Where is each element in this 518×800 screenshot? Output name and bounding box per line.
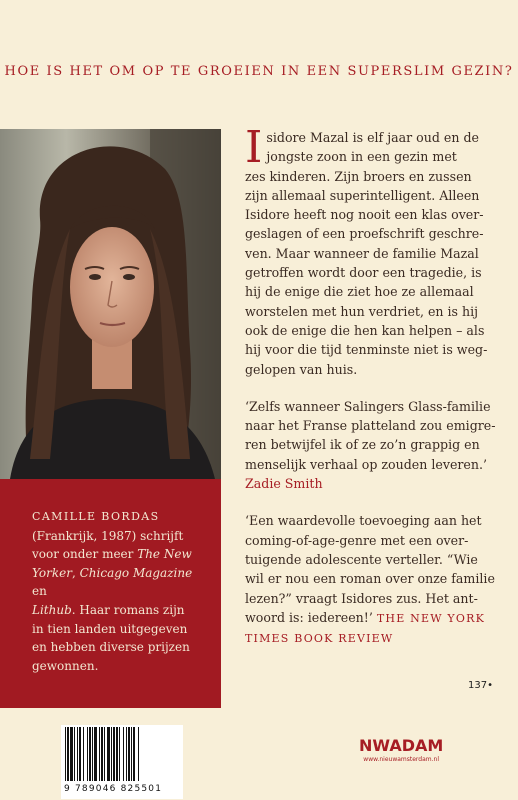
publisher-url: www.nieuwamsterdam.nl <box>363 756 439 763</box>
barcode-bar <box>104 727 105 781</box>
barcode-bar <box>99 727 100 781</box>
blurb-line: getroffen wordt door een tragedie, is <box>245 265 482 281</box>
barcode-bar <box>87 727 88 781</box>
bio-line: (Frankrijk, 1987) schrijft <box>32 528 184 543</box>
blurb-line: gelopen van huis. <box>245 361 358 377</box>
quote-attribution: TIMES BOOK REVIEW <box>245 632 394 646</box>
quote-line: ‘Een waardevolle toevoeging aan het <box>245 513 482 529</box>
barcode-bar <box>138 727 139 781</box>
quote-line: coming-of-age-genre met een over- <box>245 532 469 548</box>
blurb-line: Isidore heeft nog nooit een klas over- <box>245 207 484 223</box>
barcode-bar <box>131 727 132 781</box>
author-bio <box>0 479 221 708</box>
page-number: 137• <box>468 680 493 691</box>
blurb-paragraph <box>245 122 503 379</box>
page-number-text: 137 <box>468 680 488 691</box>
barcode-bar <box>116 727 118 781</box>
book-blurb <box>245 122 503 648</box>
quote-line: naar het Franse platteland zou emigre- <box>245 418 496 434</box>
blurb-line: ven. Maar wanneer de familie Mazal <box>245 245 479 261</box>
blurb-line: hij voor die tijd tenminste niet is weg- <box>245 342 488 358</box>
bio-line: gewonnen. <box>32 658 99 673</box>
quote-line: menselijk verhaal op zouden leveren.’ <box>245 456 488 472</box>
barcode-bar <box>119 727 120 781</box>
barcode-bar <box>77 727 78 781</box>
bio-line: in tien landen uitgegeven <box>32 621 188 636</box>
quote-line: lezen?” vraagt Isidores zus. Het ant- <box>245 590 478 606</box>
barcode-bar <box>107 727 110 781</box>
headline: HOE IS HET OM OP TE GROEIEN IN EEN SUPERSLIM GEZIN? <box>4 64 514 79</box>
barcode-digits: 9 789046 825501 <box>64 784 163 794</box>
barcode-bar <box>101 727 103 781</box>
barcode-bar <box>74 727 75 781</box>
bio-line: en hebben diverse prijzen <box>32 640 190 655</box>
bio-line: voor onder meer <box>32 547 138 562</box>
quote-line: woord is: iedereen!’ <box>245 609 373 625</box>
barcode-bar <box>83 727 84 781</box>
publisher-logo-text: NWADAM <box>359 736 444 755</box>
blurb-line: jongste zoon in een gezin met <box>266 149 457 165</box>
bio-line: . Haar romans zijn <box>71 602 185 617</box>
bio-italic: Chicago Magazine <box>79 565 193 580</box>
blurb-line: zijn allemaal superintelligent. Alleen <box>245 187 480 203</box>
bio-italic: The New <box>137 547 192 562</box>
quote-attribution: Zadie Smith <box>245 476 323 492</box>
blurb-line: geslagen of een proefschrift geschre- <box>245 226 484 242</box>
publisher-logo <box>359 736 443 763</box>
barcode-bar <box>126 727 127 781</box>
quote-line: wil er nou een roman over onze familie <box>245 571 495 587</box>
bio-italic: Yorker <box>32 565 72 580</box>
blurb-line: worstelen met hun verdriet, en is hij <box>245 303 479 319</box>
barcode-bars <box>61 725 183 783</box>
author-photo <box>0 129 221 479</box>
blurb-line: ook de enige die hen kan helpen – als <box>245 322 485 338</box>
barcode-bar <box>65 727 66 781</box>
blurb-line: sidore Mazal is elf jaar oud en de <box>266 130 480 145</box>
barcode-bar <box>94 727 97 781</box>
barcode-bar <box>111 727 112 781</box>
barcode-bar <box>133 727 135 781</box>
barcode-bar <box>123 727 124 781</box>
barcode-bar <box>89 727 91 781</box>
bio-sep: , <box>71 565 80 580</box>
blurb-line: hij de enige die ziet hoe ze allemaal <box>245 284 474 300</box>
quote-line: ‘Zelfs wanneer Salingers Glass-familie <box>245 398 491 414</box>
review-quote-smith <box>245 397 503 493</box>
bio-line: en <box>32 584 47 599</box>
bio-italic: Lithub <box>32 602 72 617</box>
barcode-bar <box>128 727 130 781</box>
quote-line: tuigende adolescente verteller. “Wie <box>245 551 478 567</box>
blurb-line: zes kinderen. Zijn broers en zussen <box>245 168 472 184</box>
author-name: CAMILLE BORDAS <box>32 510 160 523</box>
quote-attribution: THE NEW YORK <box>376 611 485 625</box>
review-quote-nyt <box>245 511 503 648</box>
barcode-bar <box>92 727 93 781</box>
barcode-bar <box>113 727 115 781</box>
drop-cap: I <box>245 122 263 173</box>
barcode-bar <box>70 727 73 781</box>
barcode-bar <box>67 727 69 781</box>
quote-line: ren betwijfel ik of ze zo’n grappig en <box>245 437 480 453</box>
barcode-bar <box>79 727 81 781</box>
